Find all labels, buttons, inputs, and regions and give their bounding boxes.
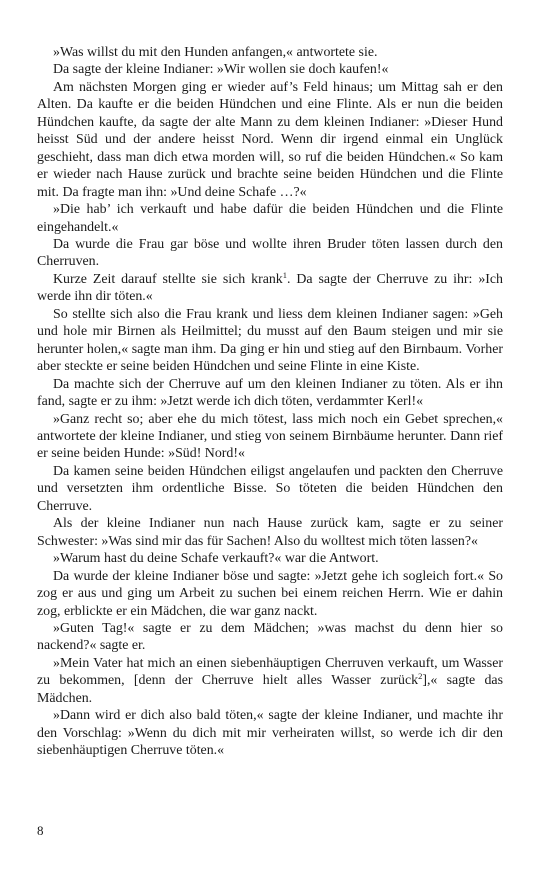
paragraph: So stellte sich also die Frau krank und liess dem kleinen Indianer sagen: »Geh und hole mir Birnen als Heilmittel; du musst auf den Baum steigen und mir sie herunter holen,« sagte man ihm. Da ging er hin und stieg auf den Birnbaum. Vorher aber steckte er seine beiden Hündchen und seine Flinte in eine Kiste. — [37, 306, 503, 375]
paragraph: »Was willst du mit den Hunden anfangen,« antwortete sie. — [53, 45, 378, 60]
paragraph: Da kamen seine beiden Hündchen eiligst angelaufen und packten den Cherruve und versetzten ihm ordentliche Bisse. So töteten die beiden Hündchen den Cherruve. — [37, 463, 503, 514]
paragraph: Da wurde die Frau gar böse und wollte ihren Bruder töten lassen durch den Cherruven. — [37, 236, 503, 270]
paragraph: »Warum hast du deine Schafe verkauft?« war die Antwort. — [53, 551, 379, 567]
paragraph: Da machte sich der Cherruve auf um den kleinen Indianer zu töten. Als er ihn fand, sagte er zu ihm: »Jetzt werde ich dich töten, verdammter Kerl!« — [37, 376, 503, 410]
paragraph: »Dann wird er dich also bald töten,« sagte der kleine Indianer, und machte ihr den Vorschlag: »Wenn du dich mit mir verheiraten willst, so werde ich dir den siebenhäuptigen Cherruve töten.« — [37, 708, 503, 759]
paragraph — [37, 271, 503, 306]
paragraph: »Ganz recht so; aber ehe du mich tötest, lass mich noch ein Gebet sprechen,« antwortete der kleine Indianer, und stieg von seinem Birnbäume herunter. Dann rief er seine beiden Hunde: »Süd! Nord!« — [37, 411, 503, 462]
paragraph: Als der kleine Indianer nun nach Hause zurück kam, sagte er zu seiner Schwester: »Was sind mir das für Sachen! Also du wolltest mich töten lassen?« — [37, 516, 503, 549]
paragraph-text: ],« sagte das Mädchen. — [37, 673, 503, 706]
paragraph: »Guten Tag!« sagte er zu dem Mädchen; »was machst du denn hier so nackend?« sagte er. — [37, 620, 503, 654]
page-body — [37, 44, 503, 760]
paragraph: Da sagte der kleine Indianer: »Wir wollen sie doch kaufen!« — [53, 62, 389, 78]
paragraph-text: »Mein Vater hat mich an einen siebenhäuptigen Cherruven verkauft, um Wasser zu bekommen, [denn der Cherruve hielt alles Wasser zurück — [37, 655, 503, 689]
paragraph: »Die hab’ ich verkauft und habe dafür die beiden Hündchen und die Flinte eingehandelt.« — [37, 202, 503, 235]
paragraph: Am nächsten Morgen ging er wieder auf’s Feld hinaus; um Mittag sah er den Alten. Da kaufte er die beiden Hündchen und eine Flinte. Als er nun die beiden Hündchen kaufte, da sagte der alte Mann zu dem kleinen Indianer: »Dieser Hund heisst Süd und der andere heisst Nord. Wenn dir irgend einmal ein Unglück geschieht, dass man dich etwa morden will, so ruf die beiden Hündchen.« So kam er wieder nach Hause zurück und brachte seine beiden Hündchen und die Flinte mit. Da fragte man ihn: »Und deine Schafe …?« — [37, 79, 503, 200]
footnote-marker: 1 — [282, 269, 288, 280]
paragraph-text: . Da sagte der Cherruve zu ihr: »Ich werde ihn dir töten.« — [37, 271, 503, 305]
paragraph — [37, 655, 503, 707]
paragraph: Da wurde der kleine Indianer böse und sagte: »Jetzt gehe ich sogleich fort.« So zog er aus und ging um Arbeit zu suchen bei einem reichen Herrn. Wie er dahin zog, erblickte er ein Mädchen, die war ganz nackt. — [37, 568, 503, 619]
page-number: 8 — [37, 823, 44, 838]
paragraph-text: Kurze Zeit darauf stellte sie sich krank — [53, 271, 283, 287]
footnote-marker: 2 — [418, 671, 423, 682]
